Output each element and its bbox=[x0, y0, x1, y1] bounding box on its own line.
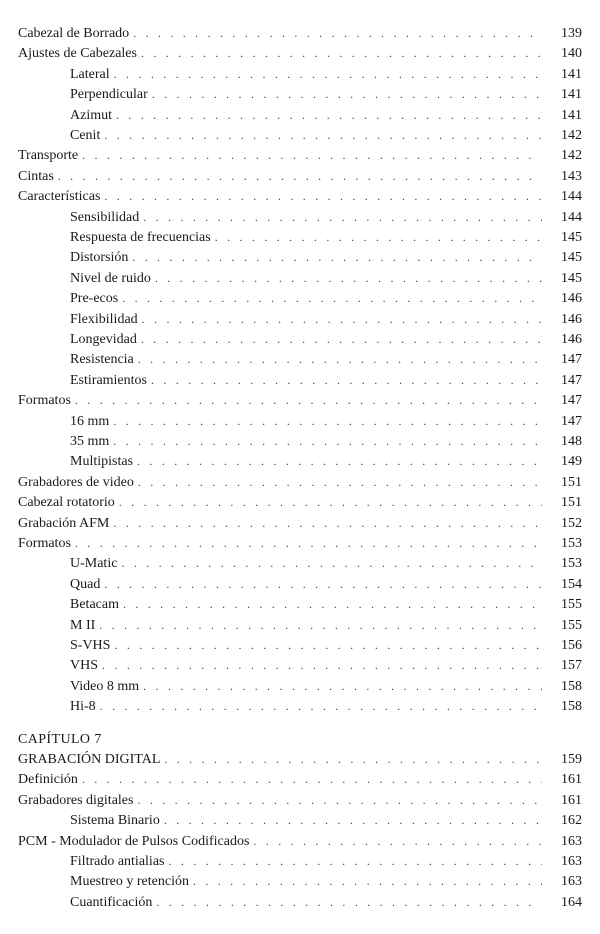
toc-entry-title: Flexibilidad bbox=[70, 311, 138, 327]
toc-entry bbox=[70, 676, 582, 696]
toc-dot-leader bbox=[113, 411, 542, 431]
toc-dot-leader bbox=[138, 349, 542, 369]
toc-dot-leader bbox=[116, 105, 542, 125]
toc-dot-leader bbox=[58, 166, 542, 186]
toc-dot-leader bbox=[133, 23, 542, 43]
toc-entry-page-number: 141 bbox=[561, 87, 582, 103]
toc-entry bbox=[70, 105, 582, 125]
toc-entry-page-number: 149 bbox=[561, 454, 582, 470]
toc-entry bbox=[70, 851, 582, 871]
toc-entry-title: Muestreo y retención bbox=[70, 874, 189, 890]
toc-entry-page-number: 157 bbox=[561, 658, 582, 674]
toc-dot-leader bbox=[156, 892, 542, 912]
toc-entry-title: Quad bbox=[70, 576, 101, 592]
toc-dot-leader bbox=[141, 329, 542, 349]
toc-entry-page-number: 146 bbox=[561, 332, 582, 347]
toc-entry bbox=[70, 247, 582, 267]
toc-entry-title: VHS bbox=[70, 658, 99, 674]
toc-entry-title: Cuantificación bbox=[70, 894, 153, 910]
toc-dot-leader bbox=[164, 810, 542, 830]
toc-dot-leader bbox=[137, 451, 542, 471]
toc-entry-page-number: 161 bbox=[561, 772, 582, 788]
toc-entry-page-number: 144 bbox=[561, 189, 582, 205]
toc-entry-page-number: 153 bbox=[561, 556, 582, 572]
toc-entry-page-number: 151 bbox=[561, 495, 582, 511]
toc-entry bbox=[70, 64, 582, 84]
toc-dot-leader bbox=[114, 64, 542, 84]
toc-dot-leader bbox=[82, 769, 542, 789]
toc-entry-title: Lateral bbox=[70, 66, 110, 82]
toc-dot-leader bbox=[143, 676, 542, 696]
toc-dot-leader bbox=[168, 851, 542, 871]
toc-entry-page-number: 147 bbox=[561, 413, 582, 429]
toc-dot-leader bbox=[253, 831, 542, 851]
toc-dot-leader bbox=[82, 145, 542, 165]
toc-entry-page-number: 158 bbox=[561, 699, 582, 715]
toc-entry bbox=[70, 451, 582, 471]
toc-entry-page-number: 159 bbox=[561, 752, 582, 767]
toc-entry-title: Azimut bbox=[70, 107, 112, 123]
toc-dot-leader bbox=[122, 288, 542, 308]
toc-entry bbox=[18, 492, 582, 512]
toc-entry bbox=[70, 411, 582, 431]
toc-dot-leader bbox=[121, 553, 542, 573]
toc-entry bbox=[18, 23, 582, 43]
chapter-heading: CAPÍTULO 7 bbox=[18, 732, 102, 747]
toc-dot-leader bbox=[114, 635, 542, 655]
toc-entry-title: Resistencia bbox=[70, 352, 134, 368]
toc-entry bbox=[18, 790, 582, 810]
toc-entry bbox=[70, 574, 582, 594]
toc-entry-title: 35 mm bbox=[70, 434, 110, 449]
toc-entry bbox=[18, 749, 582, 769]
toc-dot-leader bbox=[113, 513, 542, 533]
toc-entry bbox=[70, 207, 582, 227]
toc-entry-page-number: 151 bbox=[561, 474, 582, 490]
toc-entry-title: Formatos bbox=[18, 536, 71, 551]
toc-dot-leader bbox=[137, 790, 542, 810]
toc-entry-page-number: 146 bbox=[561, 291, 582, 307]
toc-dot-leader bbox=[119, 492, 542, 512]
toc-entry bbox=[70, 309, 582, 329]
toc-entry-page-number: 161 bbox=[561, 792, 582, 808]
toc-entry-title: Formatos bbox=[18, 393, 71, 409]
toc-dot-leader bbox=[123, 594, 542, 614]
toc-entry-title: Grabadores de video bbox=[18, 474, 134, 490]
toc-entry-title: S-VHS bbox=[70, 638, 111, 653]
toc-entry bbox=[70, 329, 582, 349]
toc-dot-leader bbox=[75, 533, 542, 553]
toc-entry-page-number: 156 bbox=[561, 638, 582, 653]
toc-dot-leader bbox=[155, 268, 542, 288]
toc-entry-page-number: 163 bbox=[561, 874, 582, 890]
toc-entry bbox=[18, 166, 582, 186]
toc-entry bbox=[18, 533, 582, 553]
toc-entry-page-number: 155 bbox=[561, 597, 582, 613]
toc-entry-title: Sensibilidad bbox=[70, 209, 140, 225]
toc-entry bbox=[18, 472, 582, 492]
toc-entry-title: Grabación AFM bbox=[18, 515, 110, 531]
toc-entry bbox=[70, 635, 582, 655]
toc-entry-title: Distorsión bbox=[70, 250, 129, 266]
toc-dot-leader bbox=[104, 125, 542, 145]
toc-entry-title: Transporte bbox=[18, 148, 79, 164]
toc-dot-leader bbox=[143, 207, 542, 227]
toc-entry-page-number: 144 bbox=[561, 209, 582, 225]
toc-entry-title: Cabezal rotatorio bbox=[18, 495, 115, 511]
toc-entry-title: Respuesta de frecuencias bbox=[70, 230, 211, 245]
toc-dot-leader bbox=[102, 655, 542, 675]
toc-entry-title: PCM - Modulador de Pulsos Codificados bbox=[18, 833, 250, 849]
toc-entry bbox=[70, 553, 582, 573]
toc-entry bbox=[18, 769, 582, 789]
toc-entry-page-number: 140 bbox=[561, 46, 582, 62]
toc-entry-page-number: 145 bbox=[561, 230, 582, 245]
toc-entry bbox=[18, 831, 582, 851]
toc-entry bbox=[70, 594, 582, 614]
toc-entry-page-number: 142 bbox=[561, 128, 582, 143]
toc-entry-title: Perpendicular bbox=[70, 87, 148, 103]
toc-entry-title: Hi-8 bbox=[70, 699, 96, 715]
toc-dot-leader bbox=[113, 431, 542, 451]
toc-entry-title: Multipistas bbox=[70, 454, 134, 470]
toc-entry bbox=[18, 43, 582, 63]
toc-entry bbox=[70, 810, 582, 830]
toc-entry-title: Grabadores digitales bbox=[18, 792, 134, 808]
toc-dot-leader bbox=[142, 309, 542, 329]
toc-entry-page-number: 153 bbox=[561, 536, 582, 551]
toc-entry bbox=[18, 390, 582, 410]
toc-entry-title: Características bbox=[18, 189, 101, 205]
toc-dot-leader bbox=[138, 472, 542, 492]
toc-entry-title: Cabezal de Borrado bbox=[18, 26, 130, 41]
toc-dot-leader bbox=[100, 696, 542, 716]
toc-entry bbox=[70, 125, 582, 145]
toc-entry-title: Filtrado antialias bbox=[70, 854, 165, 869]
toc-dot-leader bbox=[104, 574, 542, 594]
toc-entry-title: GRABACIÓN DIGITAL bbox=[18, 752, 161, 767]
toc-entry-title: Sistema Binario bbox=[70, 813, 160, 829]
toc-entry-title: M II bbox=[70, 617, 96, 633]
toc-entry-title: Longevidad bbox=[70, 332, 137, 347]
toc-entry-page-number: 164 bbox=[561, 894, 582, 910]
toc-entry-page-number: 145 bbox=[561, 270, 582, 286]
toc-entry bbox=[70, 431, 582, 451]
toc-entry-page-number: 139 bbox=[561, 26, 582, 41]
toc-entry-page-number: 163 bbox=[561, 833, 582, 849]
toc-entry bbox=[18, 145, 582, 165]
toc-entry-page-number: 155 bbox=[561, 617, 582, 633]
toc-entry-title: Ajustes de Cabezales bbox=[18, 46, 137, 62]
toc-entry bbox=[70, 227, 582, 247]
toc-entry-page-number: 147 bbox=[561, 393, 582, 409]
toc-entry-page-number: 147 bbox=[561, 372, 582, 388]
toc-dot-leader bbox=[215, 227, 542, 247]
toc-entry-page-number: 163 bbox=[561, 854, 582, 869]
toc-entry-title: Definición bbox=[18, 772, 78, 788]
toc-dot-leader bbox=[132, 247, 542, 267]
toc-entry-page-number: 154 bbox=[561, 576, 582, 592]
toc-dot-leader bbox=[152, 84, 542, 104]
toc-entry bbox=[70, 268, 582, 288]
toc-entry-page-number: 142 bbox=[561, 148, 582, 164]
toc-entry-title: Pre-ecos bbox=[70, 291, 119, 307]
toc-entry bbox=[70, 655, 582, 675]
toc-entry bbox=[70, 84, 582, 104]
toc-entry-title: Cintas bbox=[18, 168, 54, 184]
toc-entry-title: Cenit bbox=[70, 128, 101, 143]
toc-entry-title: Estiramientos bbox=[70, 372, 147, 388]
toc-entry-title: Betacam bbox=[70, 597, 119, 613]
toc-entry-page-number: 148 bbox=[561, 434, 582, 449]
toc-entry bbox=[18, 513, 582, 533]
toc-entry bbox=[70, 370, 582, 390]
toc-entry bbox=[18, 186, 582, 206]
toc-entry-page-number: 152 bbox=[561, 515, 582, 531]
toc-entry-page-number: 147 bbox=[561, 352, 582, 368]
toc-entry bbox=[70, 349, 582, 369]
toc-dot-leader bbox=[75, 390, 542, 410]
toc-entry-title: Video 8 mm bbox=[70, 678, 140, 694]
toc-entry bbox=[70, 615, 582, 635]
toc-dot-leader bbox=[99, 615, 542, 635]
toc-entry-title: U-Matic bbox=[70, 556, 118, 572]
toc-entry bbox=[70, 288, 582, 308]
toc-dot-leader bbox=[164, 749, 542, 769]
toc-entry bbox=[70, 871, 582, 891]
toc-entry-page-number: 146 bbox=[561, 311, 582, 327]
toc-dot-leader bbox=[141, 43, 542, 63]
toc-entry-page-number: 141 bbox=[561, 66, 582, 82]
toc-dot-leader bbox=[193, 871, 542, 891]
toc-entry-title: 16 mm bbox=[70, 413, 110, 429]
toc-entry bbox=[70, 892, 582, 912]
toc-dot-leader bbox=[104, 186, 542, 206]
toc-entry-page-number: 162 bbox=[561, 813, 582, 829]
toc-entry-page-number: 141 bbox=[561, 107, 582, 123]
toc-entry-page-number: 145 bbox=[561, 250, 582, 266]
toc-entry-page-number: 143 bbox=[561, 168, 582, 184]
toc-entry bbox=[70, 696, 582, 716]
toc-dot-leader bbox=[151, 370, 542, 390]
toc-entry-page-number: 158 bbox=[561, 678, 582, 694]
toc-entry-title: Nivel de ruido bbox=[70, 270, 151, 286]
